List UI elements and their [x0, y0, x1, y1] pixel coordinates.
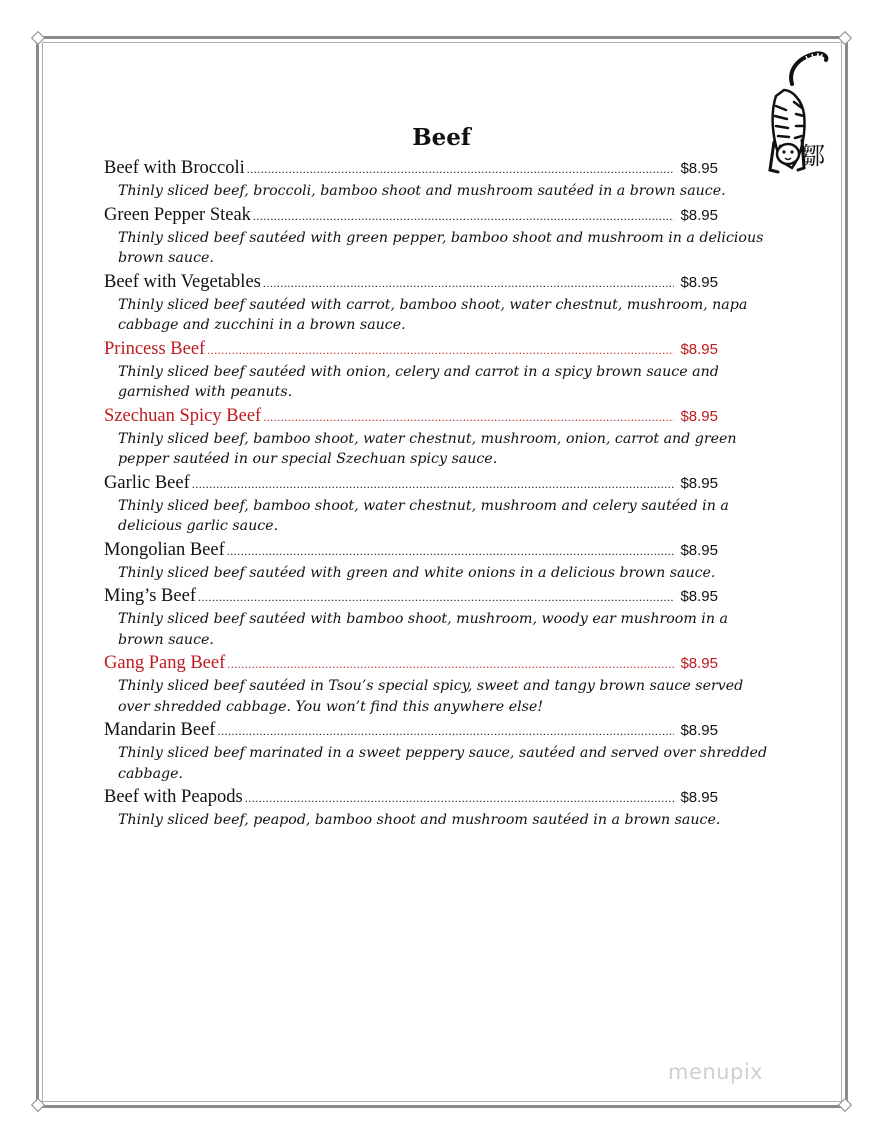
menu-item-price: $8.95 [680, 340, 718, 358]
logo-glyph: 鄒 [801, 142, 825, 170]
dot-leader [263, 405, 674, 429]
menu-item-price: $8.95 [680, 206, 718, 224]
menu-item-description: Thinly sliced beef sautéed with green pepper, bamboo shoot and mushroom in a delicious brown sauce. [118, 229, 764, 266]
dot-leader [247, 157, 675, 181]
menu-item [104, 651, 784, 717]
menu-item-price: $8.95 [680, 407, 718, 425]
menu-item [104, 584, 784, 650]
menu-item-price: $8.95 [680, 273, 718, 291]
menu-item-header [104, 471, 718, 496]
menu-item-description: Thinly sliced beef sautéed with green and white onions in a delicious brown sauce. [118, 564, 716, 581]
menu-item-name: Princess Beef [104, 338, 206, 359]
dot-leader [207, 338, 674, 362]
menu-item-header [104, 785, 718, 810]
menu-item [104, 538, 784, 584]
menu-item-description: Thinly sliced beef sautéed with carrot, bamboo shoot, water chestnut, mushroom, napa cabbage and zucchini in a brown sauce. [118, 296, 748, 333]
menu-item [104, 337, 784, 403]
menu-item-header [104, 270, 718, 295]
menu-item-name: Gang Pang Beef [104, 653, 226, 673]
dot-leader [192, 472, 675, 496]
menu-item-description: Thinly sliced beef, bamboo shoot, water chestnut, mushroom, onion, carrot and green pepper sautéed in our special Szechuan spicy sauce. [118, 430, 737, 467]
dot-leader [263, 271, 675, 295]
menu-item [104, 785, 784, 831]
menu-item [104, 404, 784, 470]
menu-item-header [104, 404, 718, 429]
menu-item-description: Thinly sliced beef, broccoli, bamboo shoot and mushroom sautéed in a brown sauce. [118, 183, 726, 199]
menu-item [104, 471, 784, 537]
menu-item-name: Szechuan Spicy Beef [104, 405, 262, 426]
menu-item-name: Beef with Vegetables [104, 271, 261, 292]
menu-item-name: Beef with Broccoli [104, 158, 245, 178]
menu-item-description: Thinly sliced beef sautéed with bamboo shoot, mushroom, woody ear mushroom in a brown sauce. [118, 611, 728, 648]
dot-leader [227, 539, 675, 563]
watermark: menupix [668, 1060, 764, 1084]
menu-item-name: Green Pepper Steak [104, 204, 251, 225]
menu-item-price: $8.95 [680, 722, 718, 739]
menu-item-price: $8.95 [680, 655, 718, 672]
menu-item [104, 203, 784, 269]
menu-item-header [104, 718, 718, 743]
menu-item-price: $8.95 [680, 588, 718, 605]
dot-leader [245, 786, 675, 810]
menu-item-description: Thinly sliced beef, bamboo shoot, water chestnut, mushroom and celery sautéed in a delicious garlic sauce. [118, 497, 729, 534]
menu-item [104, 718, 784, 784]
menu-item-description: Thinly sliced beef sautéed with onion, celery and carrot in a spicy brown sauce and garnished with peanuts. [118, 363, 719, 400]
menu-item-name: Garlic Beef [104, 472, 190, 493]
menu-item-description: Thinly sliced beef, peapod, bamboo shoot and mushroom sautéed in a brown sauce. [118, 812, 721, 828]
menu-item-description: Thinly sliced beef sautéed in Tsou’s special spicy, sweet and tangy brown sauce served over shredded cabbage. You won’t find this anywhere else! [118, 678, 744, 715]
menu-item-name: Ming’s Beef [104, 586, 196, 606]
menu-item-name: Beef with Peapods [104, 787, 243, 807]
menu-item-name: Mandarin Beef [104, 720, 216, 740]
dot-leader [198, 585, 674, 609]
dot-leader [227, 652, 674, 676]
menu-item-price: $8.95 [680, 160, 718, 177]
menu-item-header [104, 584, 718, 609]
menu-item-header [104, 538, 718, 563]
menu-item-header [104, 651, 718, 676]
menu-item-price: $8.95 [680, 541, 718, 559]
menu-item-header [104, 203, 718, 228]
menu-item [104, 270, 784, 336]
menu-list [104, 156, 784, 832]
menu-item [104, 156, 784, 202]
menu-item-description: Thinly sliced beef marinated in a sweet peppery sauce, sautéed and served over shredded cabbage. [118, 745, 768, 782]
menu-item-header [104, 337, 718, 362]
menu-item-price: $8.95 [680, 474, 718, 492]
section-title: Beef [412, 124, 471, 151]
menu-item-price: $8.95 [680, 789, 718, 806]
dot-leader [217, 719, 674, 743]
menu-item-header [104, 156, 718, 181]
dot-leader [253, 204, 675, 228]
menu-item-name: Mongolian Beef [104, 539, 225, 560]
